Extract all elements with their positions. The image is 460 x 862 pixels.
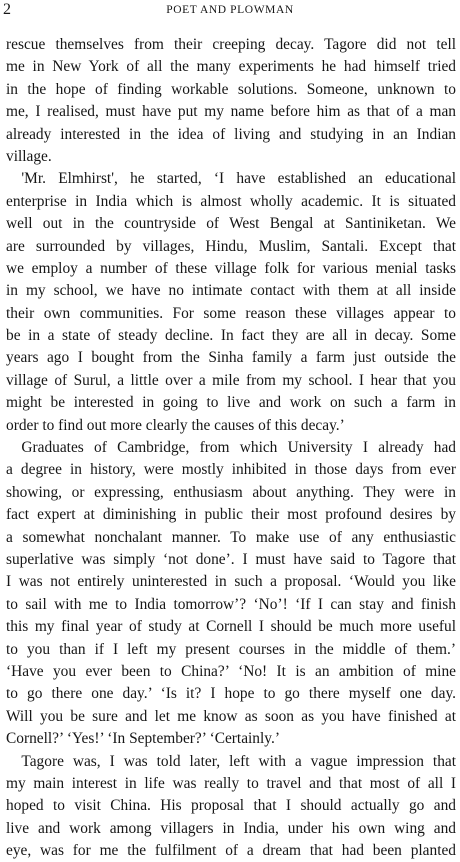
text-line: are surrounded by villages, Hindu, Muslim, Santali. Except that: [6, 237, 456, 255]
text-line: this my final year of study at Cornell I should be much more useful: [6, 618, 456, 636]
text-line: ‘Have you ever been to China?’ ‘No! It is an ambition of mine: [6, 662, 456, 680]
text-line: village of Surul, a little over a mile from my school. I hear that you: [6, 371, 456, 389]
text-line: Tagore was, I was told later, left with a vague impression that: [6, 752, 456, 770]
text-line: me in New York of all the many experiments he had himself tried: [6, 58, 456, 76]
text-line: I was not entirely uninterested in such a proposal. ‘Would you like: [6, 573, 456, 591]
text-line: enterprise in India which is almost wholly academic. It is situated: [6, 192, 456, 210]
text-line: we employ a number of these village folk for various menial tasks: [6, 259, 456, 277]
text-line: hoped to visit China. His proposal that I should actually go and: [6, 797, 456, 815]
text-line: to go there one day.’ ‘Is it? I hope to go there myself one day.: [6, 685, 456, 703]
text-line: Cornell?’ ‘Yes!’ ‘In September?’ ‘Certainly.’: [6, 730, 280, 748]
text-line: eye, was for me the fulfilment of a dream that had been planted: [6, 842, 456, 860]
text-line: 'Mr. Elmhirst', he started, ‘I have established an educational: [6, 170, 456, 188]
text-line: showing, or expressing, enthusiasm about anything. They were in: [6, 483, 456, 501]
text-line: a degree in history, were mostly inhibited in those days from ever: [6, 461, 456, 479]
text-line: a somewhat nonchalant manner. To make use of any enthusiastic: [6, 528, 456, 546]
text-line: to sail with me to India tomorrow’? ‘No’! ‘If I can stay and finish: [6, 595, 456, 613]
text-line: their own communities. For some reason these villages appear to: [6, 304, 456, 322]
text-line: village.: [6, 147, 52, 165]
text-line: Graduates of Cambridge, from which University I already had: [6, 439, 456, 457]
text-line: to you than if I left my present courses in the middle of them.’: [6, 640, 456, 658]
text-line: in my school, we have no intimate contact with them at all inside: [6, 282, 456, 300]
text-line: Will you be sure and let me know as soon as you have finished at: [6, 707, 456, 725]
text-line: superlative was simply ‘not done’. I must have said to Tagore that: [6, 550, 456, 568]
text-line: might be interested in going to live and work on such a farm in: [6, 394, 456, 412]
text-line: years ago I bought from the Sinha family a farm just outside the: [6, 349, 456, 367]
text-line: my main interest in life was really to travel and that most of all I: [6, 774, 456, 792]
text-line: order to find out more clearly the causes of this decay.’: [6, 416, 345, 434]
body-text: [6, 34, 456, 862]
text-line: be in a state of steady decline. In fact they are all in decay. Some: [6, 327, 456, 345]
text-line: me, I realised, must have put my name before him as that of a man: [6, 103, 456, 121]
text-line: well out in the countryside of West Bengal at Santiniketan. We: [6, 215, 456, 233]
text-line: in the hope of finding workable solutions. Someone, unknown to: [6, 80, 456, 98]
text-line: live and work among villagers in India, under his own wing and: [6, 819, 456, 837]
text-line: already interested in the idea of living and studying in an Indian: [6, 125, 456, 143]
text-line: rescue themselves from their creeping decay. Tagore did not tell: [6, 36, 456, 53]
running-head: POET AND PLOWMAN: [166, 4, 294, 16]
text-line: fact expert at diminishing in public their most profound desires by: [6, 506, 456, 524]
page-header: [0, 0, 460, 24]
page-number: 2: [3, 1, 11, 18]
